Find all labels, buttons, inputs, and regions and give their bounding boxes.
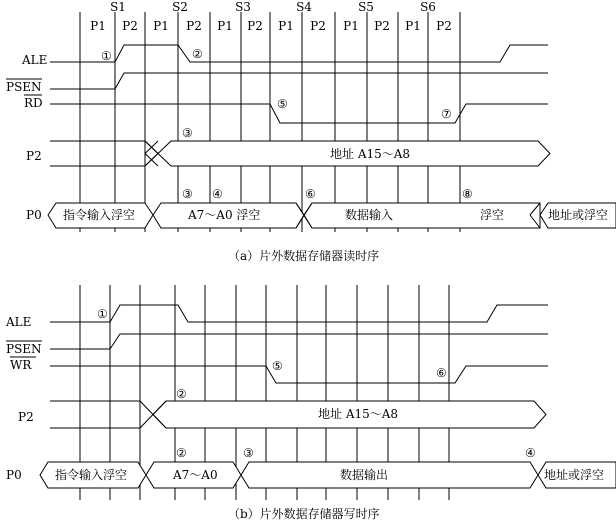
p0-segment-label: 数据输入 bbox=[345, 208, 394, 222]
p0-segment-data bbox=[241, 462, 538, 488]
marker-1: ① bbox=[97, 307, 108, 321]
read-timing-diagram bbox=[6, 0, 616, 263]
marker-5: ⑤ bbox=[272, 359, 283, 373]
phase-label: P2 bbox=[186, 19, 202, 33]
marker-4: ④ bbox=[212, 187, 223, 201]
p0-segment-label: 指令输入浮空 bbox=[63, 208, 136, 222]
p0-segment-label: A7～A0 bbox=[173, 468, 218, 482]
phase-label: P1 bbox=[217, 19, 233, 33]
phase-label: P2 bbox=[122, 19, 138, 33]
p0-segment-label: 地址或浮空 bbox=[548, 208, 609, 222]
state-label-s4: S4 bbox=[296, 0, 312, 14]
p0-segment-label: 浮空 bbox=[480, 208, 505, 222]
write-caption: （b）片外数据存储器写时序 bbox=[228, 507, 380, 521]
signal-label-wr: WR bbox=[10, 358, 32, 372]
write-timing-diagram bbox=[5, 285, 616, 521]
signal-label-ale: ALE bbox=[6, 315, 32, 329]
marker-6: ⑥ bbox=[436, 366, 447, 380]
signal-label-psen: PSEN bbox=[6, 80, 42, 94]
marker-1: ① bbox=[101, 49, 112, 63]
p0-segment-label: 数据输出 bbox=[340, 468, 389, 482]
marker-2: ② bbox=[176, 446, 187, 460]
p2-bus bbox=[50, 401, 546, 428]
state-label-s3: S3 bbox=[235, 0, 251, 14]
phase-label: P2 bbox=[436, 19, 452, 33]
p0-segment-label: 指令输入浮空 bbox=[55, 468, 128, 482]
marker-3: ③ bbox=[182, 126, 193, 140]
state-label-s6: S6 bbox=[420, 0, 436, 14]
signal-label-ale: ALE bbox=[22, 53, 48, 67]
phase-label: P1 bbox=[343, 19, 359, 33]
phase-label: P2 bbox=[310, 19, 326, 33]
signal-label-p0: P0 bbox=[6, 468, 22, 482]
marker-5: ⑤ bbox=[277, 97, 288, 111]
p2-bus-label: 地址 A15～A8 bbox=[318, 407, 399, 421]
phase-label: P2 bbox=[374, 19, 390, 33]
p0-segment-label: 地址或浮空 bbox=[544, 468, 605, 482]
marker-2: ② bbox=[176, 387, 187, 401]
signal-label-rd: RD bbox=[24, 96, 43, 110]
psen-waveform bbox=[50, 334, 548, 349]
phase-label: P1 bbox=[278, 19, 294, 33]
read-caption: （a）片外数据存储器读时序 bbox=[228, 249, 380, 263]
marker-6: ⑥ bbox=[305, 187, 316, 201]
signal-label-p2: P2 bbox=[18, 410, 34, 424]
p0-segment-label: A7～A0 浮空 bbox=[188, 208, 261, 222]
signal-label-psen: PSEN bbox=[6, 342, 42, 356]
marker-3: ③ bbox=[243, 446, 254, 460]
marker-2: ② bbox=[192, 47, 203, 61]
marker-8: ⑧ bbox=[462, 187, 473, 201]
rd-waveform bbox=[50, 104, 548, 123]
state-label-s1: S1 bbox=[110, 0, 126, 14]
phase-label: P1 bbox=[90, 19, 106, 33]
p0-bus bbox=[40, 462, 616, 488]
phase-label: P2 bbox=[247, 19, 263, 33]
p2-bus bbox=[50, 141, 550, 166]
p0-bus bbox=[48, 203, 616, 228]
marker-3: ③ bbox=[182, 187, 193, 201]
signal-label-p0: P0 bbox=[26, 208, 42, 222]
phase-label: P1 bbox=[153, 19, 169, 33]
psen-waveform bbox=[50, 73, 548, 89]
ale-waveform bbox=[50, 45, 548, 62]
marker-7: ⑦ bbox=[441, 107, 452, 121]
ale-waveform bbox=[50, 305, 548, 322]
p2-bus-label: 地址 A15～A8 bbox=[330, 147, 411, 161]
state-label-s2: S2 bbox=[172, 0, 188, 14]
state-label-s5: S5 bbox=[358, 0, 374, 14]
p0-segment-data bbox=[304, 203, 540, 228]
marker-4: ④ bbox=[525, 446, 536, 460]
signal-label-p2: P2 bbox=[26, 149, 42, 163]
wr-waveform bbox=[50, 366, 548, 383]
phase-label: P1 bbox=[405, 19, 421, 33]
